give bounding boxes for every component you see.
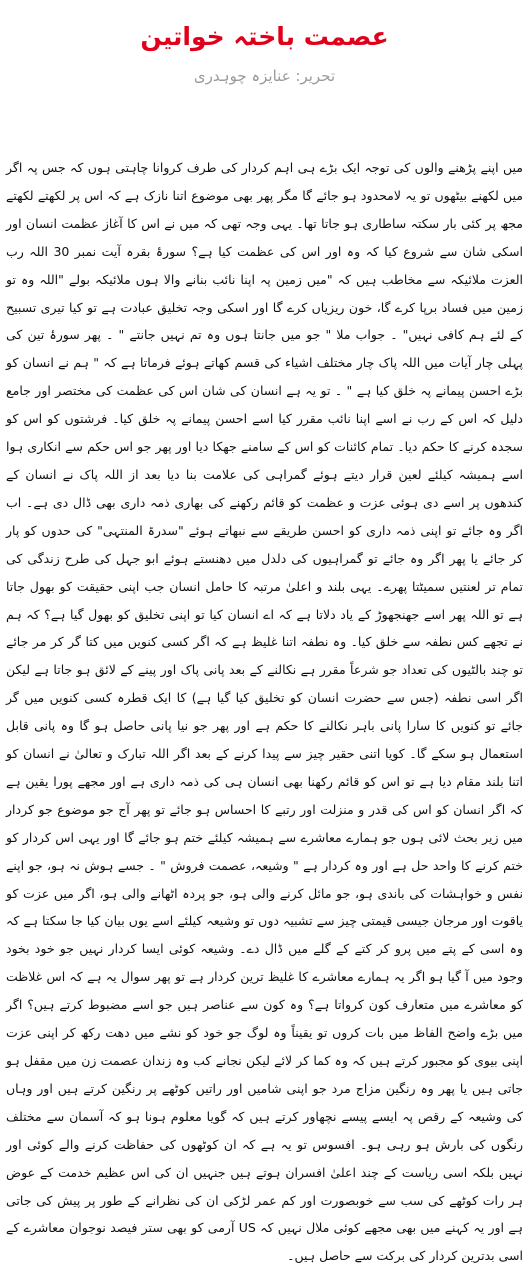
article-byline: تحریر: عنایزہ چوہدری (193, 67, 336, 85)
article-body (6, 154, 523, 1264)
article-title: عصمت باختہ خواتین (140, 22, 389, 51)
article-body-paragraph: میں اپنے پڑھنے والوں کی توجہ ایک بڑے ہی اہم کردار کی طرف کروانا چاہتی ہوں کہ جس پہ اگر میں لکھنے بیٹھوں تو یہ لامحدود ہو جائے گا مگر پھر بھی موضوع اتنا نازک ہے کہ اس پر لکھتے لکھتے مجھ پر کئی بار سکتہ ساطاری ہو جاتا تھا۔ یہی وجہ تھی کہ میں نے اس کا آغاز عظمت انسان اور اسکی شان سے شروع کیا کہ وہ اور اس کی عظمت کیا ہے؟ سورۂ بقرہ آیت نمبر 30 اللہ رب العزت ملائیکہ سے مخاطب ہیں کہ "میں زمین پہ اپنا نائب بنانے والا ہوں ملائیکہ بولے "اللہ وہ تو زمین میں فساد برپا کرے گا، خون ریزیاں کرے گا اور اسکی وجہ تخلیق عبادت ہے تو کیا تیری تسبیح کے لئے ہم کافی نہیں" ۔ جواب ملا " جو میں جانتا ہوں وہ تم نہیں جانتے " ۔ پھر سورۂ تین کی پہلی چار آیات میں اللہ پاک چار مختلف اشیاء کی قسم کھاتے ہوئے فرماتا ہے کہ " ہم نے انسان کو بڑے احسن پیمانے پہ خلق کیا ہے " ۔ تو یہ ہے انسان کی شان اس کی عظمت کی مختصر اور جامع دلیل کہ اس کے رب نے اسے اپنا نائب مقرر کیا اسے احسن پیمانے پہ خلق کیا۔ فرشتوں کو اس کو سجدہ کرنے کا حکم دیا۔ تمام کائنات کو اس کے سامنے جھکا دیا اور پھر جو اس حکم سے انکاری ہوا اسے ہمیشہ کیلئے لعین قرار دیتے ہوئے گمراہی کی علامت بنا دیا بعد از اللہ پاک نے انسان کے کندھوں پر اسے دی ہوئی عزت و عظمت کو قائم رکھنے کی بھاری ذمہ داری بھی ڈال دی ہے۔ اب اگر وہ جائے تو اپنی ذمہ داری کو احسن طریقے سے نبھاتے ہوئے "سدرۃ المنتہی" کی حدوں کو پار کر جائے یا پھر اگر وہ جائے تو گمراہیوں کی دلدل میں دھنستے ہوئے ابو جہل کی طرح زندگی کی تمام تر لعنتیں سمیٹتا پھرے۔ یہی بلند و اعلیٰ مرتبہ کا حامل انسان جب اپنی حقیقت کو بھول جاتا ہے تو اللہ پھر اسے جھنجھوڑ کے یاد دلاتا ہے کہ اے انسان کیا تو اپنی تخلیق کو بھول گیا ہے؟ کہ ہم نے تجھے کس نطفہ سے خلق کیا۔ وہ نطفہ اتنا غلیظ ہے کہ اگر کسی کنویں میں کتا گر کر مر جائے تو چند بالٹیوں کی تعداد جو شرعاً مقرر ہے نکالنے کے بعد پانی پاک اور پینے کے لائق ہو جاتا ہے لیکن اگر اسی نطفہ (جس سے حضرت انسان کو تخلیق کیا گیا ہے) کا ایک قطرہ کسی کنویں میں گر جائے تو کنویں کا سارا پانی باہر نکالنے کا حکم ہے اور پھر جو نیا پانی حاصل ہو گا وہ پانی قابل استعمال ہو سکے گا۔ کویا اتنی حقیر چیز سے پیدا کرنے کے بعد اگر اللہ تبارک و تعالیٰ نے انسان کو اتنا بلند مقام دیا ہے تو اس کو قائم رکھنا بھی انسان ہی کی ذمہ داری ہے اور مجھے پورا یقین ہے کہ اگر انسان کو اس کی قدر و منزلت اور رتبے کا احساس ہو جائے تو پھر آج جو موضوع جو کردار میں زیر بحث لائی ہوں جو ہمارے معاشرے سے ہمیشہ کیلئے ختم ہو جائے گا اور یہی اس کردار کو ختم کرنے کا واحد حل ہے اور وہ کردار ہے " وشیعہ، عصمت فروش " ۔ جسے ہوش نہ ہو، جو اپنے نفس و خواہشات کی باندی ہو، جو مائل کرنے والی ہو، جو پردہ اٹھانے والی ہو، اگر میں عزت کو یاقوت اور مرجان جیسی قیمتی چیز سے تشبیہ دوں تو وشیعہ کیلئے اسے یوں بیان کیا جا سکتا ہے کہ وہ اسی کے پتے میں پرو کر کتے کے گلے میں ڈال دے۔ وشیعہ کوئی ایسا کردار نہیں جو خود بخود وجود میں آ گیا ہو اگر یہ ہمارے معاشرے کا غلیظ ترین کردار ہے تو پھر سوال یہ ہے کہ اس غلاظت کو معاشرے میں متعارف کون کرواتا ہے؟ وہ کون سے عناصر ہیں جو اسے مضبوط کرتے ہیں؟ اگر میں بڑے واضح الفاظ میں بات کروں تو یقیناً وہ لوگ جو خود کو نشے میں دھت رکھ کر اپنی عزت اپنی بیوی کو مجبور کرتے ہیں کہ وہ کما کر لائے لیکن نجانے کب وہ زندان عصمت زن میں مقفل ہو جاتی ہیں یا پھر وہ رنگین مزاج مرد جو اپنی شامیں اور راتیں کوٹھے پر رنگین کرتے ہیں اور وہاں کی وشیعہ کے رقص پہ ایسے پیسے نچھاور کرتے ہیں کہ گویا معلوم ہونا ہو کہ آسمان سے مختلف رنگوں کی بارش ہو رہی ہو۔ افسوس تو یہ ہے کہ ان کوٹھوں کی حفاظت کرنے والے کوئی اور نہیں بلکہ اسی ریاست کے چند اعلیٰ افسران ہوتے ہیں جنہیں ان کی اس عظیم خدمت کے عوض ہر رات کوٹھے کی سب سے خوبصورت اور کم عمر لڑکی ان کی نظرانے کے طور پر پیش کی جاتی ہے اور یہ کہنے میں بھی مجھے کوئی ملال نہیں کہ US آرمی کو بھی ستر فیصد نوجوان معاشرے کے اسی بدترین کردار کی برکت سے حاصل ہیں۔ (6, 160, 523, 1264)
